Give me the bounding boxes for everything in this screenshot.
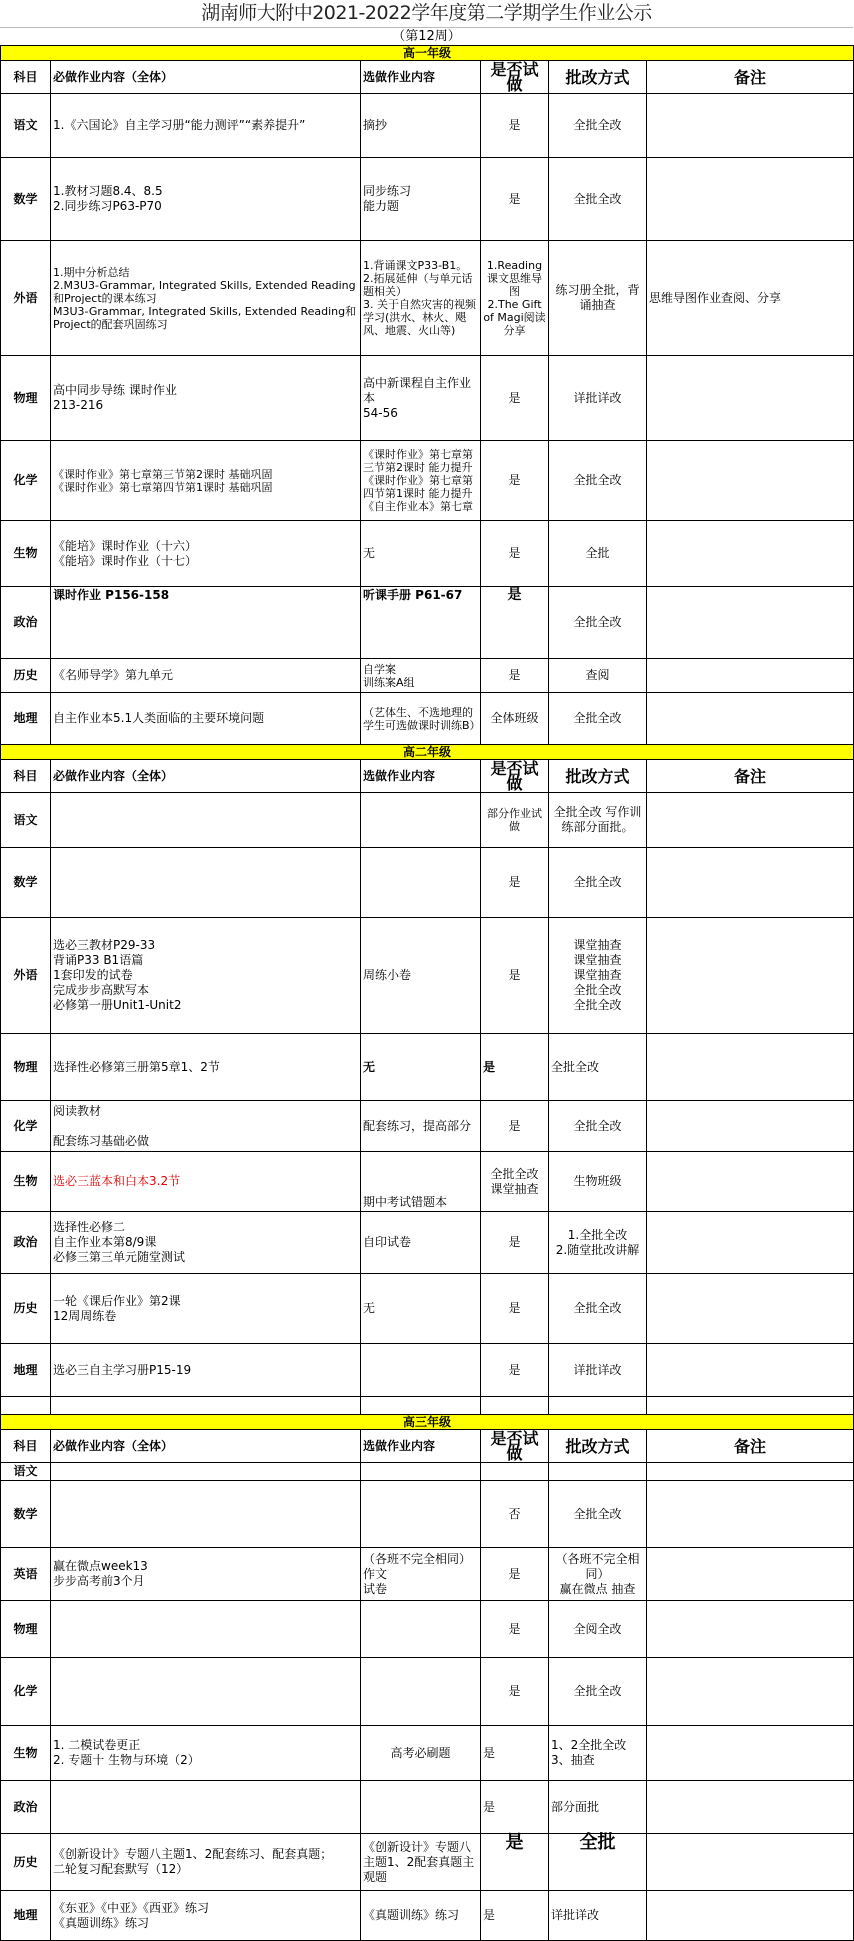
trial-cell: 是	[481, 1726, 549, 1781]
optional-cell: 无	[361, 1274, 481, 1344]
trial-cell: 是	[481, 1601, 549, 1658]
subject-cell: 生物	[1, 1152, 51, 1212]
optional-cell: 《真题训练》练习	[361, 1891, 481, 1941]
table-row	[1, 1726, 854, 1781]
subject-cell: 地理	[1, 1344, 51, 1397]
subject-cell: 历史	[1, 1834, 51, 1891]
note-cell	[647, 158, 854, 241]
note-cell	[647, 918, 854, 1034]
week-subtitle: （第12周）	[0, 27, 853, 45]
header-row	[1, 61, 854, 94]
note-cell	[647, 848, 854, 918]
grading-cell: 详批详改	[549, 1344, 647, 1397]
note-cell	[647, 1726, 854, 1781]
subject-cell: 化学	[1, 1101, 51, 1152]
grading-cell: 练习册全批，背诵抽查	[549, 241, 647, 356]
optional-cell: 《创新设计》专题八主题1、2配套真题主观题	[361, 1834, 481, 1891]
table-row	[1, 241, 854, 356]
grading-cell: 全批全改	[549, 587, 647, 659]
required-cell: 选必三教材P29-33 背诵P33 B1语篇 1套印发的试卷 完成步步高默写本 必修第一册Unit1-Unit2	[51, 918, 361, 1034]
trial-cell	[481, 1463, 549, 1481]
note-cell	[647, 793, 854, 848]
subject-cell: 政治	[1, 587, 51, 659]
note-cell	[647, 1212, 854, 1274]
grading-cell: 详批详改	[549, 1891, 647, 1941]
note-cell	[647, 1548, 854, 1601]
subject-cell: 化学	[1, 1658, 51, 1726]
optional-cell: （艺体生、不选地理的学生可选做课时训练B）	[361, 693, 481, 745]
required-cell	[51, 1463, 361, 1481]
optional-cell	[361, 793, 481, 848]
subject-cell: 语文	[1, 1463, 51, 1481]
required-cell	[51, 1658, 361, 1726]
required-cell: 1.期中分析总结 2.M3U3-Grammar, Integrated Skills, Extended Reading和Project的课本练习 M3U3-Grammar, Integrated Skills, Extended Reading和Project的配套巩固练习	[51, 241, 361, 356]
note-cell	[647, 1344, 854, 1397]
header-note: 备注	[647, 760, 854, 793]
optional-cell: 1.背诵课文P33-B1。 2.拓展延伸（与单元话题相关） 3. 关于自然灾害的视频学习(洪水、林火、飓风、地震、火山等)	[361, 241, 481, 356]
spacer-row	[1, 1397, 854, 1415]
table-row	[1, 158, 854, 241]
trial-cell: 是	[481, 521, 549, 587]
note-cell	[647, 356, 854, 441]
note-cell	[647, 1463, 854, 1481]
trial-cell: 是	[481, 1212, 549, 1274]
grading-cell: 课堂抽查 课堂抽查 课堂抽查 全批全改 全批全改	[549, 918, 647, 1034]
trial-cell: 全体班级	[481, 693, 549, 745]
required-cell: 《能培》课时作业（十六） 《能培》课时作业（十七）	[51, 521, 361, 587]
header-grading: 批改方式	[549, 61, 647, 94]
note-cell	[647, 1481, 854, 1548]
trial-cell: 部分作业试做	[481, 793, 549, 848]
header-optional: 选做作业内容	[361, 760, 481, 793]
homework-table	[0, 45, 854, 1941]
table-row	[1, 918, 854, 1034]
optional-cell	[361, 1781, 481, 1834]
subject-cell: 物理	[1, 356, 51, 441]
trial-cell: 是	[481, 1101, 549, 1152]
required-cell: 《东亚》《中亚》《西亚》练习 《真题训练》练习	[51, 1891, 361, 1941]
grading-cell: （各班不完全相同） 赢在微点 抽查	[549, 1548, 647, 1601]
required-cell: 自主作业本5.1人类面临的主要环境问题	[51, 693, 361, 745]
grading-cell: 查阅	[549, 659, 647, 693]
note-cell	[647, 1834, 854, 1891]
grading-cell: 全批全改	[549, 1658, 647, 1726]
optional-cell	[361, 1463, 481, 1481]
table-row	[1, 356, 854, 441]
table-row	[1, 1781, 854, 1834]
note-cell	[647, 94, 854, 158]
subject-cell: 政治	[1, 1212, 51, 1274]
header-optional: 选做作业内容	[361, 61, 481, 94]
optional-cell: （各班不完全相同） 作文 试卷	[361, 1548, 481, 1601]
trial-cell: 是	[481, 1834, 549, 1891]
grading-cell: 全批全改	[549, 1481, 647, 1548]
trial-cell: 是	[481, 356, 549, 441]
grading-cell: 1、2全批全改 3、抽查	[549, 1726, 647, 1781]
grading-cell: 详批详改	[549, 356, 647, 441]
optional-cell: 高考必刷题	[361, 1726, 481, 1781]
note-cell	[647, 1891, 854, 1941]
trial-cell: 1.Reading课文思维导图 2.The Gift of Magi阅读分享	[481, 241, 549, 356]
note-cell	[647, 1781, 854, 1834]
required-cell: 阅读教材 配套练习基础必做	[51, 1101, 361, 1152]
grading-cell: 1.全批全改 2.随堂批改讲解	[549, 1212, 647, 1274]
optional-cell	[361, 1601, 481, 1658]
grading-cell: 全批全改	[549, 693, 647, 745]
optional-cell: 无	[361, 1034, 481, 1101]
grade-label: 高一年级	[1, 46, 854, 61]
trial-cell: 是	[481, 1344, 549, 1397]
header-grading: 批改方式	[549, 1430, 647, 1463]
grading-cell	[549, 1463, 647, 1481]
trial-cell: 全批全改 课堂抽查	[481, 1152, 549, 1212]
optional-cell: 无	[361, 521, 481, 587]
required-cell: 《名师导学》第九单元	[51, 659, 361, 693]
header-trial: 是否试做	[481, 1430, 549, 1463]
subject-cell: 地理	[1, 693, 51, 745]
trial-cell: 是	[481, 918, 549, 1034]
table-row	[1, 587, 854, 659]
grade-banner	[1, 745, 854, 760]
header-note: 备注	[647, 1430, 854, 1463]
table-row	[1, 1101, 854, 1152]
required-cell: 选择性必修第三册第5章1、2节	[51, 1034, 361, 1101]
required-cell: 选必三蓝本和白本3.2节	[51, 1152, 361, 1212]
page-title: 湖南师大附中2021-2022学年度第二学期学生作业公示	[201, 2, 652, 24]
trial-cell: 是	[481, 1781, 549, 1834]
table-row	[1, 521, 854, 587]
required-cell: 《课时作业》第七章第三节第2课时 基础巩固 《课时作业》第七章第四节第1课时 基础巩固	[51, 441, 361, 521]
trial-cell: 是	[481, 94, 549, 158]
subject-cell: 语文	[1, 94, 51, 158]
note-cell	[647, 693, 854, 745]
header-trial: 是否试做	[481, 61, 549, 94]
trial-cell: 是	[481, 1548, 549, 1601]
trial-cell: 是	[481, 1658, 549, 1726]
grade-banner	[1, 46, 854, 61]
grade-banner	[1, 1415, 854, 1430]
grading-cell: 全批	[549, 1834, 647, 1891]
trial-cell: 是	[481, 158, 549, 241]
note-cell	[647, 1152, 854, 1212]
header-required: 必做作业内容（全体）	[51, 61, 361, 94]
header-grading: 批改方式	[549, 760, 647, 793]
subject-cell: 数学	[1, 848, 51, 918]
note-cell	[647, 587, 854, 659]
required-cell	[51, 1481, 361, 1548]
optional-cell: 期中考试错题本	[361, 1152, 481, 1212]
trial-cell: 是	[481, 659, 549, 693]
note-cell	[647, 521, 854, 587]
table-row	[1, 1274, 854, 1344]
optional-cell: 配套练习，提高部分	[361, 1101, 481, 1152]
grading-cell: 生物班级	[549, 1152, 647, 1212]
trial-cell: 是	[481, 1034, 549, 1101]
header-trial: 是否试做	[481, 760, 549, 793]
subject-cell: 物理	[1, 1034, 51, 1101]
grading-cell: 全阅全改	[549, 1601, 647, 1658]
note-cell	[647, 441, 854, 521]
grading-cell: 全批全改	[549, 1101, 647, 1152]
required-cell: 1. 二模试卷更正 2. 专题十 生物与环境（2）	[51, 1726, 361, 1781]
required-cell: 《创新设计》专题八主题1、2配套练习、配套真题； 二轮复习配套默写（12）	[51, 1834, 361, 1891]
optional-cell: 周练小卷	[361, 918, 481, 1034]
table-row	[1, 1481, 854, 1548]
trial-cell: 是	[481, 848, 549, 918]
grading-cell: 全批全改	[549, 1034, 647, 1101]
table-row	[1, 659, 854, 693]
table-row	[1, 793, 854, 848]
subject-cell: 地理	[1, 1891, 51, 1941]
header-subject: 科目	[1, 61, 51, 94]
trial-cell: 是	[481, 1274, 549, 1344]
grading-cell: 全批全改	[549, 1274, 647, 1344]
optional-cell: 自学案 训练案A组	[361, 659, 481, 693]
table-row	[1, 1463, 854, 1481]
grading-cell: 部分面批	[549, 1781, 647, 1834]
required-cell: 选择性必修二 自主作业本第8/9课 必修三第三单元随堂测试	[51, 1212, 361, 1274]
optional-cell	[361, 1344, 481, 1397]
table-row	[1, 1834, 854, 1891]
trial-cell: 是	[481, 441, 549, 521]
note-cell: 思维导图作业查阅、分享	[647, 241, 854, 356]
required-cell	[51, 1601, 361, 1658]
subject-cell: 生物	[1, 1726, 51, 1781]
grading-cell: 全批	[549, 521, 647, 587]
note-cell	[647, 1034, 854, 1101]
required-cell: 一轮《课后作业》第2课 12周周练卷	[51, 1274, 361, 1344]
table-row	[1, 1034, 854, 1101]
note-cell	[647, 659, 854, 693]
header-required: 必做作业内容（全体）	[51, 760, 361, 793]
required-cell: 课时作业 P156-158	[51, 587, 361, 659]
table-row	[1, 693, 854, 745]
subject-cell: 外语	[1, 241, 51, 356]
grading-cell: 全批全改	[549, 441, 647, 521]
subject-cell: 英语	[1, 1548, 51, 1601]
table-row	[1, 1344, 854, 1397]
trial-cell: 否	[481, 1481, 549, 1548]
table-row	[1, 1548, 854, 1601]
subject-cell: 政治	[1, 1781, 51, 1834]
optional-cell	[361, 848, 481, 918]
optional-cell	[361, 1658, 481, 1726]
subject-cell: 化学	[1, 441, 51, 521]
required-cell	[51, 848, 361, 918]
optional-cell: 摘抄	[361, 94, 481, 158]
required-cell: 选必三自主学习册P15-19	[51, 1344, 361, 1397]
subject-cell: 历史	[1, 1274, 51, 1344]
grade-label: 高二年级	[1, 745, 854, 760]
note-cell	[647, 1101, 854, 1152]
grading-cell: 全批全改	[549, 158, 647, 241]
header-row	[1, 1430, 854, 1463]
subject-cell: 生物	[1, 521, 51, 587]
subject-cell: 语文	[1, 793, 51, 848]
note-cell	[647, 1658, 854, 1726]
header-row	[1, 760, 854, 793]
header-subject: 科目	[1, 760, 51, 793]
header-note: 备注	[647, 61, 854, 94]
subject-cell: 数学	[1, 1481, 51, 1548]
table-row	[1, 1891, 854, 1941]
table-row	[1, 441, 854, 521]
optional-cell: 听课手册 P61-67	[361, 587, 481, 659]
optional-cell: 同步练习 能力题	[361, 158, 481, 241]
table-row	[1, 1658, 854, 1726]
trial-cell: 是	[481, 1891, 549, 1941]
grading-cell: 全批全改	[549, 94, 647, 158]
required-cell: 赢在微点week13 步步高考前3个月	[51, 1548, 361, 1601]
subject-cell: 外语	[1, 918, 51, 1034]
header-required: 必做作业内容（全体）	[51, 1430, 361, 1463]
table-row	[1, 1212, 854, 1274]
table-row	[1, 94, 854, 158]
required-cell: 1.《六国论》自主学习册“能力测评”“素养提升”	[51, 94, 361, 158]
grading-cell: 全批全改 写作训练部分面批。	[549, 793, 647, 848]
optional-cell	[361, 1481, 481, 1548]
header-optional: 选做作业内容	[361, 1430, 481, 1463]
table-row	[1, 848, 854, 918]
note-cell	[647, 1274, 854, 1344]
subject-cell: 历史	[1, 659, 51, 693]
note-cell	[647, 1601, 854, 1658]
table-row	[1, 1152, 854, 1212]
required-cell: 高中同步导练 课时作业 213-216	[51, 356, 361, 441]
subject-cell: 数学	[1, 158, 51, 241]
optional-cell: 《课时作业》第七章第三节第2课时 能力提升 《课时作业》第七章第四节第1课时 能力提升 《自主作业本》第七章	[361, 441, 481, 521]
trial-cell: 是	[481, 587, 549, 659]
subject-cell: 物理	[1, 1601, 51, 1658]
optional-cell: 高中新课程自主作业本 54-56	[361, 356, 481, 441]
header-subject: 科目	[1, 1430, 51, 1463]
grading-cell: 全批全改	[549, 848, 647, 918]
required-cell	[51, 793, 361, 848]
required-cell: 1.教材习题8.4、8.5 2.同步练习P63-P70	[51, 158, 361, 241]
table-row	[1, 1601, 854, 1658]
optional-cell: 自印试卷	[361, 1212, 481, 1274]
required-cell	[51, 1781, 361, 1834]
grade-label: 高三年级	[1, 1415, 854, 1430]
